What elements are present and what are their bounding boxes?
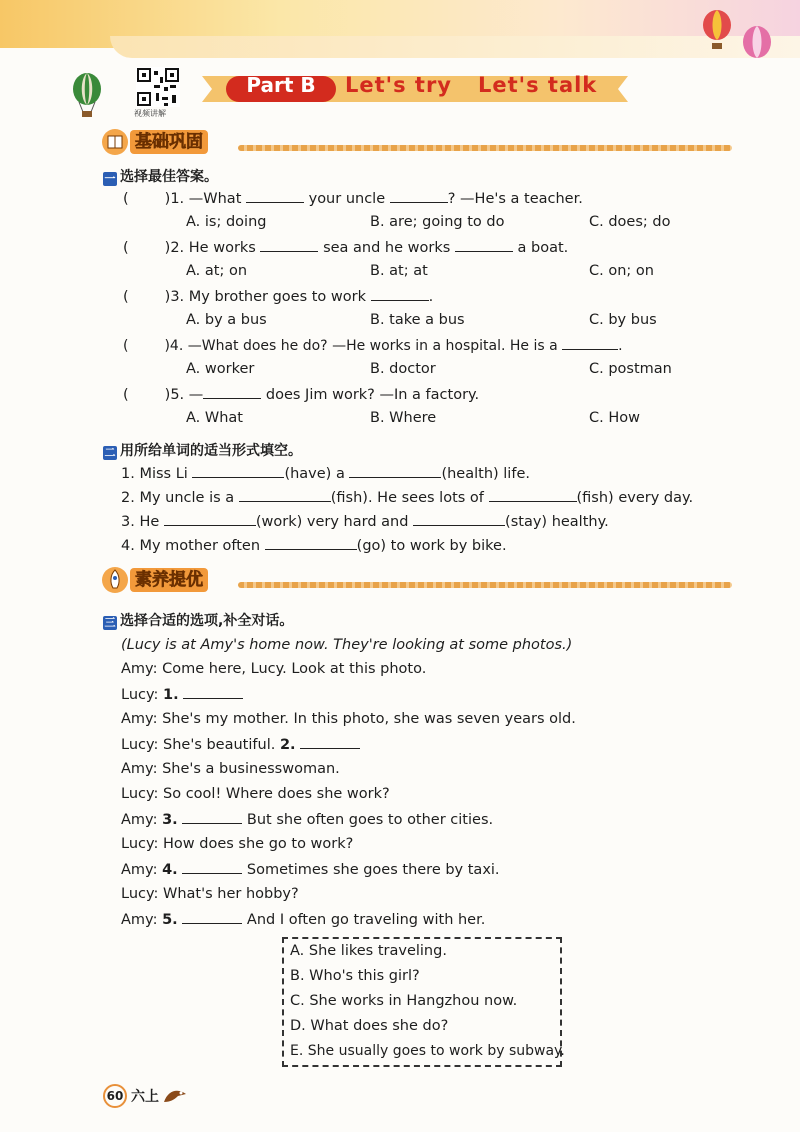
dialogue-line xyxy=(121,911,485,928)
dialogue-line xyxy=(121,836,353,852)
question-text: . xyxy=(428,289,434,305)
badge-basic-text: 基础巩固 xyxy=(135,132,203,152)
answer-blank[interactable] xyxy=(164,513,256,526)
item-hint: (go) xyxy=(356,538,387,554)
option-b[interactable]: B. take a bus xyxy=(370,312,465,328)
item-number: 2. xyxy=(121,490,135,506)
line-text: Come here, Lucy. Look at this photo. xyxy=(162,661,427,677)
item-text: My uncle is a xyxy=(139,490,235,506)
choice-d[interactable]: D. What does she do? xyxy=(290,1018,449,1034)
section2-title: 用所给单词的适当形式填空。 xyxy=(120,443,302,459)
speaker: Amy: xyxy=(121,761,158,777)
choice-a[interactable]: A. She likes traveling. xyxy=(290,943,447,959)
part-label: Part B xyxy=(246,73,316,97)
dialogue-line xyxy=(121,886,299,902)
grade-label: 六上 xyxy=(131,1089,159,1105)
question-2 xyxy=(123,239,568,256)
qr-caption: 视频讲解 xyxy=(134,109,166,118)
option-b[interactable]: B. at; at xyxy=(370,263,428,279)
top-decor-band-lower xyxy=(110,36,800,58)
section1-number: 一 xyxy=(104,172,116,185)
question-4 xyxy=(123,337,623,354)
hot-air-balloon-icon-pink xyxy=(740,26,774,70)
answer-paren[interactable]: ( xyxy=(123,387,129,403)
question-text: sea and he works xyxy=(323,240,451,256)
speaker: Lucy: xyxy=(121,786,159,802)
dialogue-line xyxy=(121,761,340,777)
badge-basic xyxy=(130,130,208,154)
choice-b[interactable]: B. Who's this girl? xyxy=(290,968,420,984)
dialogue-context: (Lucy is at Amy's home now. They're looking at some photos.) xyxy=(121,637,573,653)
item-text: healthy. xyxy=(551,514,609,530)
answer-blank[interactable] xyxy=(390,190,448,203)
page-number: 60 xyxy=(103,1084,127,1108)
blank-number: 4. xyxy=(162,862,178,878)
question-1 xyxy=(123,190,583,207)
answer-blank[interactable] xyxy=(183,686,243,699)
choice-c[interactable]: C. She works in Hangzhou now. xyxy=(290,993,518,1009)
speaker: Lucy: xyxy=(121,886,159,902)
question-text: ? —He's a teacher. xyxy=(447,191,583,207)
dialogue-line xyxy=(121,736,360,753)
answer-blank[interactable] xyxy=(182,861,242,874)
question-text: My brother goes to work xyxy=(188,289,366,305)
section3-title: 选择合适的选项,补全对话。 xyxy=(120,613,294,629)
option-c[interactable]: C. postman xyxy=(589,361,672,377)
answer-paren[interactable]: ( xyxy=(123,240,129,256)
answer-blank[interactable] xyxy=(300,736,360,749)
answer-paren[interactable]: ( xyxy=(123,289,129,305)
fill-item-1 xyxy=(121,465,530,482)
book-icon xyxy=(100,128,130,156)
badge-improve-text: 素养提优 xyxy=(135,570,203,590)
section-lets-talk: Let's talk xyxy=(478,73,598,97)
question-5 xyxy=(123,386,479,403)
item-hint: (have) xyxy=(284,466,332,482)
answer-paren[interactable]: ( xyxy=(123,338,129,354)
answer-blank[interactable] xyxy=(349,465,441,478)
answer-blank[interactable] xyxy=(203,386,261,399)
item-hint: (fish) xyxy=(576,490,614,506)
question-number: )4. xyxy=(164,338,184,354)
option-c[interactable]: C. by bus xyxy=(589,312,657,328)
dialogue-line xyxy=(121,786,390,802)
item-text: My mother often xyxy=(139,538,261,554)
answer-blank[interactable] xyxy=(239,489,331,502)
fill-item-4 xyxy=(121,537,507,554)
choices-box xyxy=(282,937,565,1067)
section1-heading xyxy=(103,166,218,186)
section-lets-try: Let's try xyxy=(345,73,452,97)
line-text: So cool! Where does she work? xyxy=(163,786,390,802)
blank-number: 3. xyxy=(162,812,178,828)
item-text: He xyxy=(139,514,160,530)
speaker: Amy: xyxy=(121,812,158,828)
question-text: does Jim work? —In a factory. xyxy=(265,387,480,403)
hot-air-balloon-icon xyxy=(70,72,104,118)
line-text: But she often goes to other cities. xyxy=(246,812,494,828)
choice-e[interactable]: E. She usually goes to work by subway. xyxy=(290,1043,565,1059)
item-hint: (work) xyxy=(255,514,303,530)
item-text: every day. xyxy=(618,490,694,506)
item-number: 3. xyxy=(121,514,135,530)
dialogue-line xyxy=(121,711,576,727)
dialogue-line xyxy=(121,661,426,677)
section3-number: 三 xyxy=(104,616,116,629)
answer-blank[interactable] xyxy=(260,239,318,252)
blank-number: 1. xyxy=(163,687,179,703)
hot-air-balloon-icon-top-right xyxy=(700,10,734,52)
question-text: your uncle xyxy=(308,191,386,207)
blank-number: 2. xyxy=(279,737,296,753)
blank-number: 5. xyxy=(162,912,178,928)
question-text: —What does he do? —He works in a hospital. He is a xyxy=(187,338,558,354)
answer-blank[interactable] xyxy=(455,239,513,252)
speaker: Lucy: xyxy=(121,836,159,852)
section1-title: 选择最佳答案。 xyxy=(120,169,218,185)
question-text: . xyxy=(618,338,623,354)
speaker: Lucy: xyxy=(121,737,159,753)
answer-blank[interactable] xyxy=(489,489,577,502)
option-c[interactable]: C. How xyxy=(589,410,640,426)
speaker: Amy: xyxy=(121,711,158,727)
fill-item-2 xyxy=(121,489,693,506)
item-text: very hard and xyxy=(306,514,409,530)
option-a[interactable]: A. at; on xyxy=(186,263,248,279)
question-number: )5. xyxy=(164,387,185,403)
line-text: What's her hobby? xyxy=(163,886,299,902)
line-text: She's beautiful. xyxy=(163,737,276,753)
option-b[interactable]: B. doctor xyxy=(370,361,436,377)
option-b[interactable]: B. are; going to do xyxy=(370,214,505,230)
answer-paren[interactable]: ( xyxy=(123,191,129,207)
bird-icon xyxy=(160,1084,190,1106)
dialogue-line xyxy=(121,861,500,878)
item-hint: (health) xyxy=(441,466,499,482)
fill-item-3 xyxy=(121,513,609,530)
divider-strip xyxy=(238,145,732,151)
question-3 xyxy=(123,288,433,305)
badge-improve xyxy=(130,568,208,592)
speaker: Amy: xyxy=(121,862,158,878)
option-a[interactable]: A. worker xyxy=(186,361,255,377)
option-b[interactable]: B. Where xyxy=(370,410,437,426)
item-hint: (fish). He sees lots of xyxy=(330,490,484,506)
speaker: Lucy: xyxy=(121,687,159,703)
divider-strip xyxy=(238,582,732,588)
section3-heading xyxy=(103,610,293,630)
answer-blank[interactable] xyxy=(182,911,242,924)
item-text: to work by bike. xyxy=(390,538,507,554)
section2-number: 二 xyxy=(104,446,116,459)
answer-blank[interactable] xyxy=(371,288,429,301)
question-number: )1. xyxy=(164,191,185,207)
answer-blank[interactable] xyxy=(182,811,242,824)
option-c[interactable]: C. does; do xyxy=(589,214,671,230)
answer-blank[interactable] xyxy=(265,537,357,550)
item-text: Miss Li xyxy=(139,466,188,482)
speaker: Amy: xyxy=(121,912,158,928)
dialogue-line xyxy=(121,686,243,703)
rocket-icon xyxy=(100,566,130,594)
section2-heading xyxy=(103,440,302,460)
item-number: 4. xyxy=(121,538,135,554)
option-a[interactable]: A. by a bus xyxy=(186,312,267,328)
line-text: How does she go to work? xyxy=(163,836,354,852)
question-text: He works xyxy=(188,240,256,256)
line-text: She's a businesswoman. xyxy=(162,761,340,777)
question-text: —What xyxy=(188,191,242,207)
item-hint: (stay) xyxy=(505,514,548,530)
line-text: She's my mother. In this photo, she was seven years old. xyxy=(162,711,576,727)
option-c[interactable]: C. on; on xyxy=(589,263,654,279)
question-number: )3. xyxy=(164,289,185,305)
line-text: Sometimes she goes there by taxi. xyxy=(246,862,500,878)
item-text: a xyxy=(335,466,345,482)
question-number: )2. xyxy=(164,240,185,256)
question-text: a boat. xyxy=(517,240,569,256)
answer-blank[interactable] xyxy=(562,337,618,350)
dialogue-line xyxy=(121,811,493,828)
qr-code-icon[interactable] xyxy=(136,67,180,107)
item-number: 1. xyxy=(121,466,135,482)
question-text: — xyxy=(188,387,204,403)
option-a[interactable]: A. is; doing xyxy=(186,214,267,230)
line-text: And I often go traveling with her. xyxy=(246,912,486,928)
answer-blank[interactable] xyxy=(246,190,304,203)
option-a[interactable]: A. What xyxy=(186,410,243,426)
speaker: Amy: xyxy=(121,661,158,677)
answer-blank[interactable] xyxy=(413,513,505,526)
answer-blank[interactable] xyxy=(192,465,284,478)
item-text: life. xyxy=(503,466,530,482)
